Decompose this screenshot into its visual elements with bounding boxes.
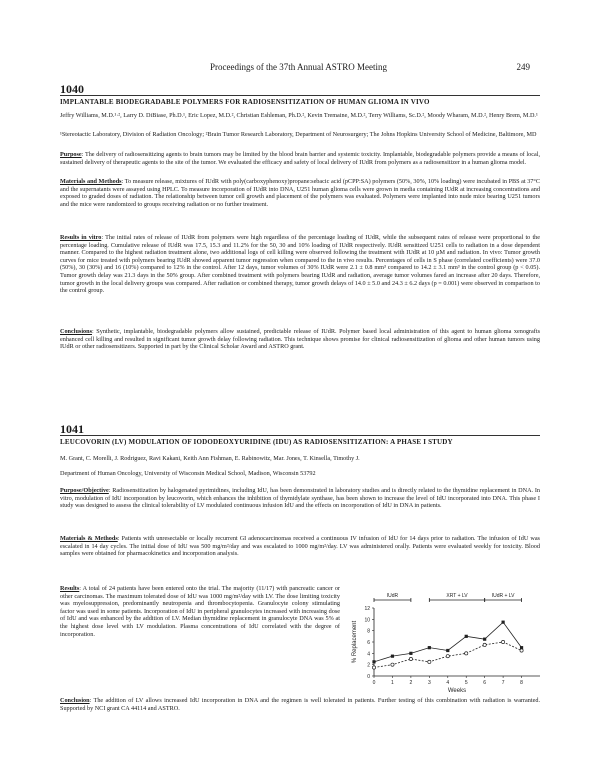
data-point (465, 652, 468, 655)
running-header (210, 62, 530, 72)
purpose-section: Purpose/Objective: Radiosensitization by halogenated pyrimidines, including IdU, has been demonstrated in laboratory studies and is directly related to the thymidine replacement in DNA. In vitro, modulation of IdU incorporation by leucovorin, which enhances the inhibition of thymidylate synthase, has been shown to increase the level of IdU incorporated into DNA. This phase I study was designed to assess the clinical tolerability of LV modulated continuous infusion IdU and the effects on incorporation of IdU in DNA in patients. (60, 487, 540, 510)
y-tick-label: 6 (367, 640, 370, 646)
section-text: Radiosensitization by halogenated pyrimidines, including IdU, has been demonstrated in laboratory studies and is directly related to the thymidine replacement in DNA. In vitro, modulation of IdU incorporation by leucovorin, which enhances the inhibition of thymidylate synthase, has been shown to increase the level of IdU incorporated into DNA. This phase I study was designed to assess the clinical tolerability of LV modulated continuous infusion IdU and the effects on incorporation of IdU in DNA in patients. (60, 487, 540, 510)
data-point (372, 660, 375, 663)
x-tick-label: 7 (501, 680, 505, 686)
divider (60, 95, 540, 96)
data-point (446, 649, 449, 652)
y-tick-label: 4 (367, 651, 370, 658)
abstract-number: 1041 (60, 422, 84, 436)
x-axis-label: Weeks (447, 688, 467, 694)
data-point (428, 646, 431, 649)
phase-label: IUdR + LV (491, 593, 515, 599)
phase-label: XRT + LV (446, 593, 468, 599)
page-number: 249 (516, 62, 530, 72)
data-point (372, 666, 375, 669)
data-point (391, 655, 394, 658)
y-tick-label: 8 (367, 628, 370, 635)
x-tick-label: 2 (409, 680, 413, 686)
x-tick-label: 1 (391, 680, 394, 686)
section-text: To measure release, mixtures of IUdR with poly(carboxyphenoxy)propane:sebacic acid (pCPP:SA) polymers (50%, 30%, 10% loading) were incubated in PBS at 37°C and the supernatants were assayed using HPLC. To measure incorporation of IUdR into DNA, U251 human glioma cells were grown in media containing IUdR at increasing concentrations and exposed to graded doses of radiation. The relationship between tumor cell growth and placement of the polymers was evaluated. Polymers were implanted into nude mice bearing U251 tumors and the mice were randomized to groups receiving radiation or no further treatment. (60, 178, 540, 208)
line-chart (348, 586, 548, 694)
data-point (465, 635, 468, 638)
section-label: Materials & Methods (60, 535, 118, 542)
x-tick-label: 4 (446, 680, 450, 686)
data-point (483, 643, 486, 646)
journal-title: Proceedings of the 37th Annual ASTRO Meeting (210, 62, 387, 72)
section-text: The delivery of radiosensitizing agents to brain tumors may be limited by the blood brain barrier and systemic toxicity. Implantable, biodegradable polymers provide a means of local, sustained delivery of therapeutic agents to the site of the tumor. We evaluated the efficacy and safety of local delivery of IUdR from polymers as a radiosensitizer in a human glioma model. (60, 151, 540, 166)
y-tick-label: 0 (367, 674, 370, 680)
results-section: Results in vitro: The initial rates of release of IUdR from polymers were high regardless of the percentage loading of IUdR, while the subsequent rates of release were proportional to the percentage loading. Cumulative release of IUdR was 17.5, 15.3 and 11.2% for the 50, 30 and 10% loading of IUdR respectively. IUdR sensitized U251 cells to radiation in a dose dependent manner. Compared to the highest radiation treatment alone, two additional logs of cell killing were observed following the treatment with IUdR at 10 µM and radiation. In vivo: Tumor growth curves for mice treated with polymers bearing IUdR showed apparent tumor regression when compared to the in vivo results. Percentages of cells in S phase (correlated coefficients) were 37.0 (50%), 30 (30%) and 16 (10%) compared to 12% in the control. After 12 days, tumor volumes of 30% IUdR were 2.1 ± 0.8 mm³ compared to 14.2 ± 3.1 mm³ in the control group (p < 0.05). Tumor growth delay was 21.3 days in the 50% group. After combined treatment with polymers bearing IUdR and radiation, average tumor volumes fared an increase after 20 days. Therefore, tumor growth in the local delivery groups was compared. After radiation or combined therapy, tumor growth delays of 14.0 ± 5.0 and 24.3 ± 6.2 days (p = 0.001) were observed in comparison to the control group. (60, 234, 540, 295)
data-point (409, 657, 412, 660)
abstract-number: 1040 (60, 82, 84, 96)
conclusions-section: Conclusion: The addition of LV allows increased IdU incorporation in DNA and the regimen is well tolerated in patients. Further testing of this combination with radiation is warranted. Supported by NCI grant CA 44114 and ASTRO. (60, 697, 540, 712)
data-point (391, 663, 394, 666)
section-text: Patients with unresectable or locally recurrent GI adenocarcinomas received a continuous IV infusion of IdU for 14 days prior to radiation. The infusion of IdU was escalated in 14 day cycles. The initial dose of IdU was 500 mg/m²/day and was escalated to 1000 mg/m²/day. LV was administered orally. Patients were evaluated weekly for toxicity. Blood samples were obtained for pharmacokinetics and incorporation analysis. (60, 535, 540, 558)
y-tick-label: 2 (367, 662, 370, 669)
section-label: Purpose/Objective (60, 487, 109, 494)
author-list: Jeffry Williams, M.D.¹·², Larry D. DiBiase, Ph.D.¹, Eric Lopez, M.D.², Christian Eshleman, Ph.D.², Kevin Tremaine, M.D.², Terry Williams, Sc.D.², Moody Wharam, M.D.², Henry Brem, M.D.¹ (60, 112, 538, 119)
methods-section: Materials & Methods: Patients with unresectable or locally recurrent GI adenocarcinomas received a continuous IV infusion of IdU for 14 days prior to radiation. The infusion of IdU was escalated in 14 day cycles. The initial dose of IdU was 500 mg/m²/day and was escalated to 1000 mg/m²/day. LV was administered orally. Patients were evaluated weekly for toxicity. Blood samples were obtained for pharmacokinetics and incorporation analysis. (60, 535, 540, 558)
conclusions-section: Conclusions: Synthetic, implantable, biodegradable polymers allow sustained, predictable release of IUdR. Polymer based local administration of this agent to human glioma xenografts enhanced cell killing and resulted in significant tumor growth delay following radiation. This technique shows promise for clinical radiosensitization of glioma and other human tumors using IUdR or other radiosensitizers. Supported in part by the Clinical Scholar Award and ASTRO grant. (60, 328, 540, 351)
affiliation: Department of Human Oncology, University of Wisconsin Medical School, Madison, Wisconsin 53792 (60, 470, 316, 477)
chart-figure (348, 586, 548, 694)
section-text: A total of 24 patients have been entered onto the trial. The majority (11/17) with pancreatic cancer or other carcinomas. The maximum tolerated dose of IdU was 1000 mg/m²/day with LV. The dose limiting toxicity was myelosuppression, predominantly neutropenia and thrombocytopenia. Granulocyte colony stimulating factor was used in some patients. Incorporation of IdU in peripheral granulocytes increased with increasing dose of IdU and was enhanced by the addition of LV. Median thymidine replacement in granulocyte DNA was 5% at the highest dose level with LV modulation. Plasma concentrations of IdU correlated with the degree of incorporation. (60, 585, 340, 638)
abstract-title: LEUCOVORIN (LV) MODULATION OF IODODEOXYURIDINE (IDU) AS RADIOSENSITIZATION: A PHASE I STUDY (60, 438, 453, 446)
data-point (428, 660, 431, 663)
purpose-section: Purpose: The delivery of radiosensitizing agents to brain tumors may be limited by the blood brain barrier and systemic toxicity. Implantable, biodegradable polymers provide a means of local, sustained delivery of therapeutic agents to the site of the tumor. We evaluated the efficacy and safety of local delivery of IUdR from polymers as a radiosensitizer in a human glioma model. (60, 151, 540, 166)
section-text: Synthetic, implantable, biodegradable polymers allow sustained, predictable release of IUdR. Polymer based local administration of this agent to human glioma xenografts enhanced cell killing and resulted in significant tumor growth delay following radiation. This technique shows promise for clinical radiosensitization of glioma and other human tumors using IUdR or other radiosensitizers. Supported in part by the Clinical Scholar Award and ASTRO grant. (60, 328, 540, 351)
data-point (446, 655, 449, 658)
section-label: Purpose (60, 151, 82, 158)
section-label: Materials and Methods (60, 178, 122, 185)
x-tick-label: 3 (427, 680, 431, 686)
data-point (502, 621, 505, 624)
results-section: Results: A total of 24 patients have been entered onto the trial. The majority (11/17) with pancreatic cancer or other carcinomas. The maximum tolerated dose of IdU was 1000 mg/m²/day with LV. The dose limiting toxicity was myelosuppression, predominantly neutropenia and thrombocytopenia. Granulocyte colony stimulating factor was used in some patients. Incorporation of IdU in peripheral granulocytes increased with increasing dose of IdU and was enhanced by the addition of LV. Median thymidine replacement in granulocyte DNA was 5% at the highest dose level with LV modulation. Plasma concentrations of IdU correlated with the degree of incorporation. (60, 585, 340, 638)
y-axis-label: % Replacement (352, 620, 358, 664)
y-tick-label: 12 (364, 606, 370, 612)
x-tick-label: 6 (483, 680, 487, 686)
section-label: Conclusion (60, 697, 90, 704)
data-point (520, 649, 523, 652)
divider (60, 435, 540, 436)
affiliation: ¹Stereotactic Laboratory, Division of Radiation Oncology; ²Brain Tumor Research Laboratory, Department of Neurosurgery; The Johns Hopkins University School of Medicine, Baltimore, MD (60, 131, 537, 138)
section-text: The initial rates of release of IUdR from polymers were high regardless of the percentage loading of IUdR, while the subsequent rates of release were proportional to the percentage loading. Cumulative release of IUdR was 17.5, 15.3 and 11.2% for the 50, 30 and 10% loading of IUdR respectively. IUdR sensitized U251 cells to radiation in a dose dependent manner. Compared to the highest radiation treatment alone, two additional logs of cell killing were observed following the treatment with IUdR at 10 µM and radiation. In vivo: Tumor growth curves for mice treated with polymers bearing IUdR showed apparent tumor regression when compared to the in vivo results. Percentages of cells in S phase (correlated coefficients) were 37.0 (50%), 30 (30%) and 16 (10%) compared to 12% in the control. After 12 days, tumor volumes of 30% IUdR were 2.1 ± 0.8 mm³ compared to 14.2 ± 3.1 mm³ in the control group (p < 0.05). Tumor growth delay was 21.3 days in the 50% group. After combined treatment with polymers bearing IUdR and radiation, average tumor volumes fared an increase after 20 days. Therefore, tumor growth in the local delivery groups was compared. After radiation or combined therapy, tumor growth delays of 14.0 ± 5.0 and 24.3 ± 6.2 days (p = 0.001) were observed in comparison to the control group. (60, 234, 540, 295)
section-label: Results (60, 585, 80, 592)
x-tick-label: 0 (372, 680, 376, 686)
data-point (483, 638, 486, 641)
x-tick-label: 8 (520, 680, 523, 686)
y-tick-label: 10 (364, 617, 370, 624)
section-label: Conclusions (60, 328, 92, 335)
phase-label: IUdR (386, 593, 399, 599)
author-list: M. Grant, C. Morelli, J. Rodriguez, Ravi Kakani, Keith Ann Fishman, E. Rabinowitz, Mar. Jones, T. Kinsella, Timothy J. (60, 455, 360, 462)
methods-section: Materials and Methods: To measure release, mixtures of IUdR with poly(carboxyphenoxy)propane:sebacic acid (pCPP:SA) polymers (50%, 30%, 10% loading) were incubated in PBS at 37°C and the supernatants were assayed using HPLC. To measure incorporation of IUdR into DNA, U251 human glioma cells were grown in media containing IUdR at increasing concentrations and exposed to graded doses of radiation. The relationship between tumor cell growth and placement of the polymers was evaluated. Polymers were implanted into nude mice bearing U251 tumors and the mice were randomized to groups receiving radiation or no further treatment. (60, 178, 540, 208)
section-text: The addition of LV allows increased IdU incorporation in DNA and the regimen is well tolerated in patients. Further testing of this combination with radiation is warranted. Supported by NCI grant CA 44114 and ASTRO. (60, 697, 540, 712)
x-tick-label: 5 (464, 680, 468, 686)
data-point (502, 640, 505, 643)
abstract-title: IMPLANTABLE BIODEGRADABLE POLYMERS FOR RADIOSENSITIZATION OF HUMAN GLIOMA IN VIVO (60, 98, 430, 106)
section-label: Results in vitro (60, 234, 102, 241)
data-point (409, 652, 412, 655)
